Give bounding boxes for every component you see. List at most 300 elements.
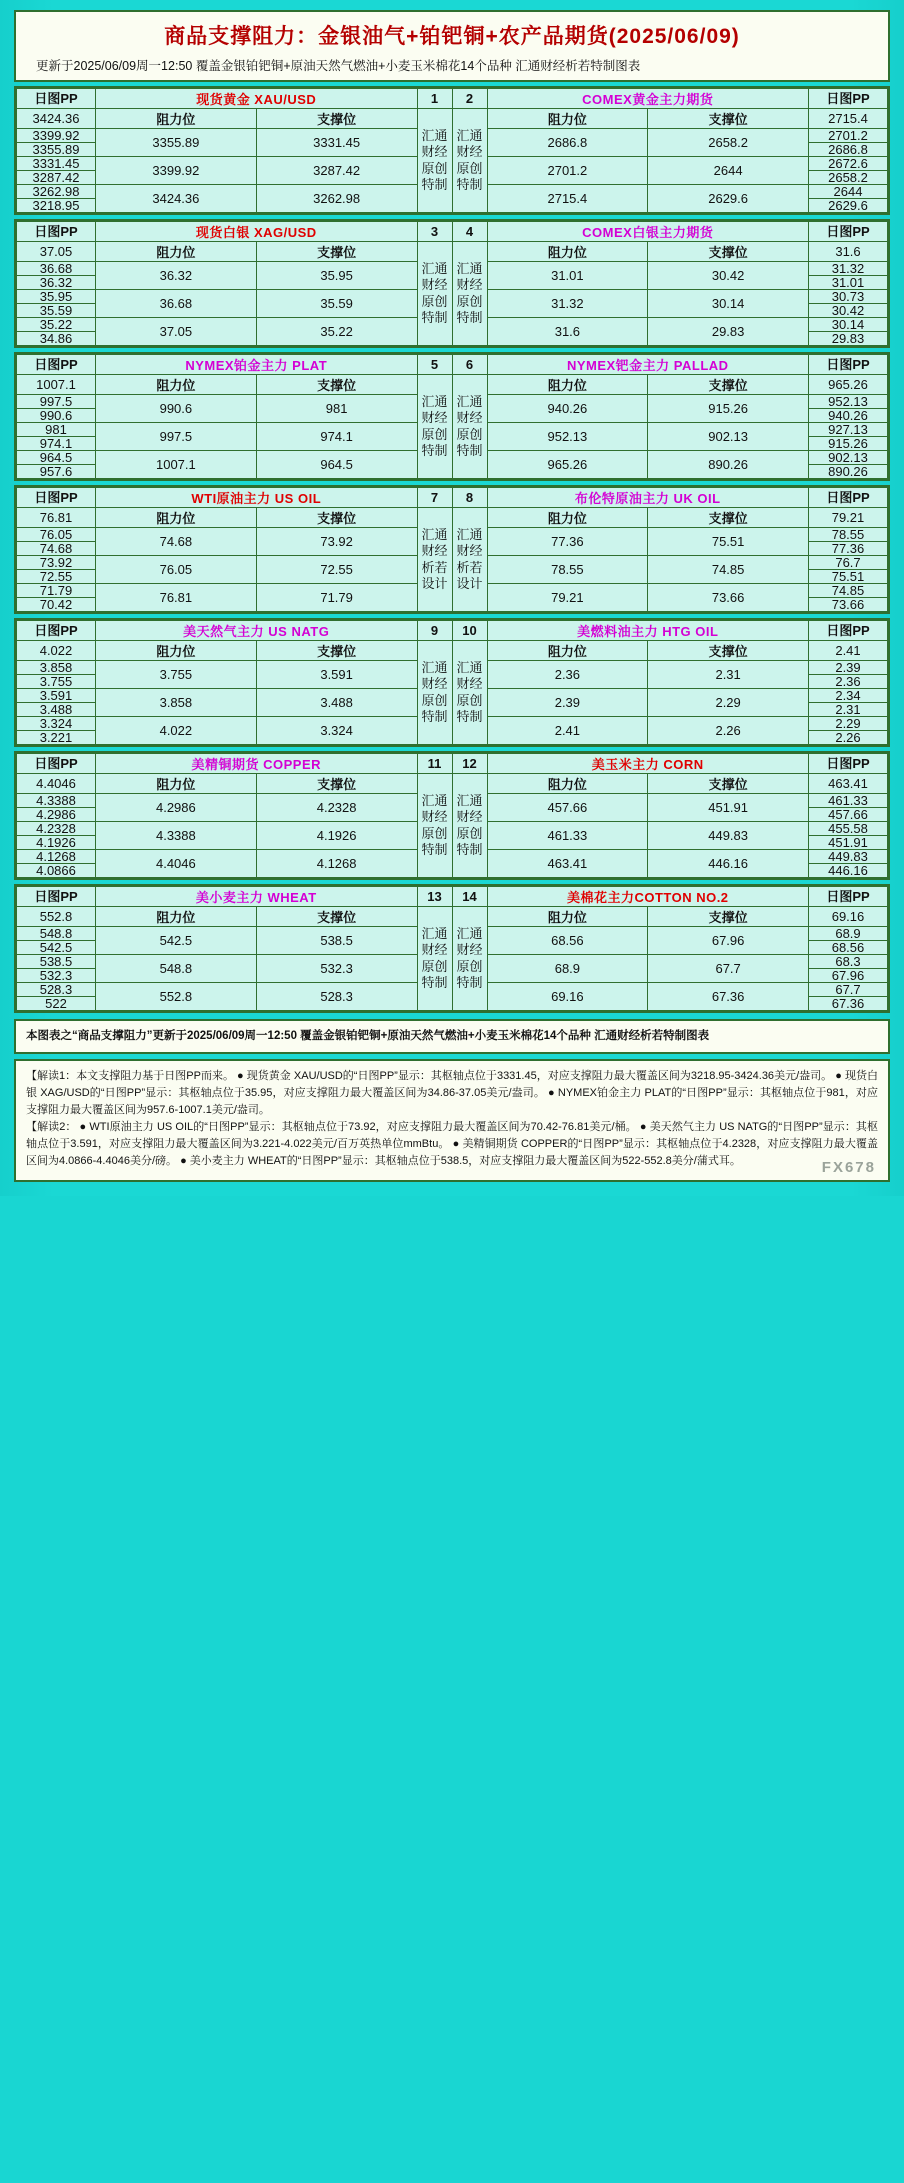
watermark-left	[417, 242, 452, 346]
pp-level-left: 538.5	[17, 955, 96, 969]
resistance-header-right: 阻力位	[487, 907, 648, 927]
pp-level-right: 29.83	[809, 332, 888, 346]
pp-value-right: 2.41	[809, 641, 888, 661]
resistance-value-right: 68.56	[487, 927, 648, 955]
watermark-line: 汇通财经	[421, 394, 448, 426]
pp-value-left: 3424.36	[17, 109, 96, 129]
support-value-left: 964.5	[256, 451, 417, 479]
pp-level-right: 2.36	[809, 675, 888, 689]
support-header-right: 支撑位	[648, 508, 809, 528]
table-row	[17, 641, 888, 661]
instrument-block	[14, 352, 890, 481]
notes-card	[14, 1059, 890, 1181]
pp-level-left: 3355.89	[17, 143, 96, 157]
pp-level-left: 3287.42	[17, 171, 96, 185]
watermark-line: 汇通财经	[421, 660, 448, 692]
table-row	[17, 109, 888, 129]
instrument-table	[16, 753, 888, 878]
pp-level-right: 2701.2	[809, 129, 888, 143]
pp-level-right: 2672.6	[809, 157, 888, 171]
watermark-right	[452, 242, 487, 346]
pp-level-right: 75.51	[809, 570, 888, 584]
support-header-left: 支撑位	[256, 774, 417, 794]
pp-level-right: 2.26	[809, 731, 888, 745]
resistance-value-left: 4.4046	[96, 850, 257, 878]
block-index-right: 4	[452, 222, 487, 242]
support-value-left: 3262.98	[256, 185, 417, 213]
support-value-left: 981	[256, 395, 417, 423]
pp-header-left: 日图PP	[17, 355, 96, 375]
pp-level-right: 446.16	[809, 864, 888, 878]
resistance-value-left: 3399.92	[96, 157, 257, 185]
support-value-right: 75.51	[648, 528, 809, 556]
pp-level-left: 34.86	[17, 332, 96, 346]
pp-value-left: 4.022	[17, 641, 96, 661]
table-row	[17, 242, 888, 262]
resistance-value-left: 3355.89	[96, 129, 257, 157]
page-subtitle: 更新于2025/06/09周一12:50 覆盖金银铂钯铜+原油天然气燃油+小麦玉米棉花14个品种 汇通财经析若特制图表	[36, 59, 641, 73]
title-card	[14, 10, 890, 82]
support-value-left: 35.59	[256, 290, 417, 318]
resistance-value-left: 76.81	[96, 584, 257, 612]
pp-level-right: 902.13	[809, 451, 888, 465]
support-value-right: 67.36	[648, 983, 809, 1011]
resistance-value-left: 4.3388	[96, 822, 257, 850]
instrument-name-left: 美精铜期货 COPPER	[96, 754, 418, 774]
watermark-right	[452, 641, 487, 745]
pp-level-left: 74.68	[17, 542, 96, 556]
pp-level-left: 532.3	[17, 969, 96, 983]
resistance-value-left: 542.5	[96, 927, 257, 955]
block-index-left: 13	[417, 887, 452, 907]
support-header-right: 支撑位	[648, 641, 809, 661]
block-index-right: 2	[452, 89, 487, 109]
support-value-right: 2.26	[648, 717, 809, 745]
resistance-value-right: 31.01	[487, 262, 648, 290]
resistance-header-left: 阻力位	[96, 641, 257, 661]
pp-level-right: 2.31	[809, 703, 888, 717]
resistance-value-left: 548.8	[96, 955, 257, 983]
pp-value-left: 552.8	[17, 907, 96, 927]
instrument-block	[14, 751, 890, 880]
watermark-line: 汇通财经	[421, 128, 448, 160]
resistance-value-right: 2701.2	[487, 157, 648, 185]
watermark-left	[417, 774, 452, 878]
resistance-value-right: 2686.8	[487, 129, 648, 157]
pp-level-left: 548.8	[17, 927, 96, 941]
table-row	[17, 907, 888, 927]
support-value-left: 974.1	[256, 423, 417, 451]
watermark-line: 汇通财经	[421, 527, 448, 559]
support-value-right: 30.42	[648, 262, 809, 290]
watermark-right	[452, 907, 487, 1011]
watermark-left	[417, 641, 452, 745]
instrument-block	[14, 884, 890, 1013]
support-value-left: 4.1268	[256, 850, 417, 878]
watermark-line: 汇通财经	[456, 926, 483, 958]
resistance-value-right: 79.21	[487, 584, 648, 612]
support-value-left: 72.55	[256, 556, 417, 584]
watermark-line: 原创特制	[421, 160, 448, 192]
support-value-right: 449.83	[648, 822, 809, 850]
page-title: 商品支撑阻力：金银油气+铂钯铜+农产品期货(2025/06/09)	[164, 25, 740, 48]
pp-value-left: 1007.1	[17, 375, 96, 395]
pp-level-left: 974.1	[17, 437, 96, 451]
pp-header-left: 日图PP	[17, 488, 96, 508]
block-index-left: 1	[417, 89, 452, 109]
pp-value-left: 76.81	[17, 508, 96, 528]
resistance-value-left: 74.68	[96, 528, 257, 556]
block-index-left: 11	[417, 754, 452, 774]
pp-header-right: 日图PP	[809, 754, 888, 774]
pp-level-right: 67.96	[809, 969, 888, 983]
resistance-value-left: 3.755	[96, 661, 257, 689]
support-header-right: 支撑位	[648, 774, 809, 794]
watermark-left	[417, 907, 452, 1011]
pp-level-left: 990.6	[17, 409, 96, 423]
pp-header-right: 日图PP	[809, 89, 888, 109]
watermark-line: 汇通财经	[421, 926, 448, 958]
pp-level-right: 77.36	[809, 542, 888, 556]
pp-level-left: 981	[17, 423, 96, 437]
pp-header-right: 日图PP	[809, 488, 888, 508]
pp-level-left: 76.05	[17, 528, 96, 542]
pp-level-right: 2644	[809, 185, 888, 199]
support-value-left: 3331.45	[256, 129, 417, 157]
pp-level-left: 528.3	[17, 983, 96, 997]
pp-level-right: 952.13	[809, 395, 888, 409]
pp-level-left: 4.3388	[17, 794, 96, 808]
resistance-value-right: 461.33	[487, 822, 648, 850]
pp-level-right: 2658.2	[809, 171, 888, 185]
pp-level-left: 542.5	[17, 941, 96, 955]
pp-header-left: 日图PP	[17, 754, 96, 774]
support-value-right: 915.26	[648, 395, 809, 423]
pp-header-right: 日图PP	[809, 621, 888, 641]
resistance-value-right: 78.55	[487, 556, 648, 584]
note-1: 【解读1：本文支撑阻力基于日图PP而来。 ● 现货黄金 XAU/USD的“日图PP”显示：其枢轴点位于3331.45，对应支撑阻力最大覆盖区间为3218.95-3424.36美元/盎司。 ● 现货白银 XAG/USD的“日图PP”显示：其枢轴点位于35.95，对应支撑阻力最大覆盖区间为34.86-37.05美元/盎司。 ● NYMEX铂金主力 PLAT的“日图PP”显示：其枢轴点位于981，对应支撑阻力最大覆盖区间为957.6-1007.1美元/盎司。	[26, 1070, 878, 1117]
block-index-right: 10	[452, 621, 487, 641]
instrument-table	[16, 88, 888, 213]
watermark-line: 析若设计	[421, 559, 448, 591]
support-value-left: 538.5	[256, 927, 417, 955]
pp-level-right: 2686.8	[809, 143, 888, 157]
pp-value-left: 4.4046	[17, 774, 96, 794]
pp-level-right: 74.85	[809, 584, 888, 598]
block-index-right: 12	[452, 754, 487, 774]
block-index-left: 9	[417, 621, 452, 641]
pp-level-right: 2629.6	[809, 199, 888, 213]
pp-header-right: 日图PP	[809, 887, 888, 907]
watermark-line: 析若设计	[456, 559, 483, 591]
pp-header-right: 日图PP	[809, 222, 888, 242]
resistance-value-left: 990.6	[96, 395, 257, 423]
instrument-name-left: NYMEX铂金主力 PLAT	[96, 355, 418, 375]
support-value-left: 4.2328	[256, 794, 417, 822]
resistance-header-left: 阻力位	[96, 907, 257, 927]
watermark-line: 汇通财经	[456, 660, 483, 692]
pp-level-right: 461.33	[809, 794, 888, 808]
pp-value-right: 463.41	[809, 774, 888, 794]
pp-level-left: 3.324	[17, 717, 96, 731]
pp-level-right: 68.9	[809, 927, 888, 941]
instrument-name-right: 美棉花主力COTTON NO.2	[487, 887, 809, 907]
support-value-left: 3287.42	[256, 157, 417, 185]
resistance-value-right: 2715.4	[487, 185, 648, 213]
resistance-value-left: 36.32	[96, 262, 257, 290]
footer-text: 本图表之“商品支撑阻力”更新于2025/06/09周一12:50 覆盖金银铂钯铜+原油天然气燃油+小麦玉米棉花14个品种 汇通财经析若特制图表	[26, 1030, 710, 1042]
pp-level-left: 3218.95	[17, 199, 96, 213]
pp-level-right: 30.42	[809, 304, 888, 318]
pp-level-left: 36.32	[17, 276, 96, 290]
support-value-left: 532.3	[256, 955, 417, 983]
support-value-right: 73.66	[648, 584, 809, 612]
pp-value-right: 2715.4	[809, 109, 888, 129]
watermark-left	[417, 109, 452, 213]
support-value-right: 67.7	[648, 955, 809, 983]
support-header-right: 支撑位	[648, 375, 809, 395]
pp-level-right: 30.73	[809, 290, 888, 304]
watermark-line: 汇通财经	[421, 793, 448, 825]
instrument-name-left: 美天然气主力 US NATG	[96, 621, 418, 641]
resistance-value-left: 3.858	[96, 689, 257, 717]
pp-level-left: 36.68	[17, 262, 96, 276]
pp-level-right: 76.7	[809, 556, 888, 570]
support-header-right: 支撑位	[648, 109, 809, 129]
resistance-value-left: 76.05	[96, 556, 257, 584]
resistance-header-right: 阻力位	[487, 508, 648, 528]
pp-level-left: 4.1268	[17, 850, 96, 864]
watermark-line: 原创特制	[456, 692, 483, 724]
blocks-container	[14, 86, 890, 1013]
pp-level-right: 449.83	[809, 850, 888, 864]
pp-level-left: 3.591	[17, 689, 96, 703]
block-index-right: 6	[452, 355, 487, 375]
pp-level-left: 73.92	[17, 556, 96, 570]
watermark-line: 原创特制	[421, 426, 448, 458]
pp-level-left: 997.5	[17, 395, 96, 409]
resistance-value-right: 2.39	[487, 689, 648, 717]
support-value-left: 4.1926	[256, 822, 417, 850]
support-header-left: 支撑位	[256, 508, 417, 528]
resistance-header-left: 阻力位	[96, 375, 257, 395]
support-value-right: 67.96	[648, 927, 809, 955]
support-value-right: 2.29	[648, 689, 809, 717]
resistance-value-left: 3424.36	[96, 185, 257, 213]
watermark-line: 汇通财经	[456, 128, 483, 160]
pp-value-right: 31.6	[809, 242, 888, 262]
support-value-right: 2.31	[648, 661, 809, 689]
support-value-right: 74.85	[648, 556, 809, 584]
support-value-left: 73.92	[256, 528, 417, 556]
pp-value-right: 69.16	[809, 907, 888, 927]
watermark-line: 原创特制	[421, 692, 448, 724]
resistance-value-right: 463.41	[487, 850, 648, 878]
table-row	[17, 621, 888, 641]
support-header-left: 支撑位	[256, 907, 417, 927]
pp-level-right: 457.66	[809, 808, 888, 822]
pp-level-left: 4.0866	[17, 864, 96, 878]
watermark-line: 汇通财经	[456, 261, 483, 293]
watermark-line: 原创特制	[421, 958, 448, 990]
table-row	[17, 754, 888, 774]
resistance-value-right: 2.36	[487, 661, 648, 689]
support-header-right: 支撑位	[648, 242, 809, 262]
pp-value-left: 37.05	[17, 242, 96, 262]
instrument-block	[14, 219, 890, 348]
support-value-left: 71.79	[256, 584, 417, 612]
pp-header-left: 日图PP	[17, 887, 96, 907]
resistance-value-right: 68.9	[487, 955, 648, 983]
pp-level-right: 31.01	[809, 276, 888, 290]
table-row	[17, 774, 888, 794]
instrument-table	[16, 487, 888, 612]
pp-level-left: 3.488	[17, 703, 96, 717]
block-index-right: 14	[452, 887, 487, 907]
resistance-value-right: 952.13	[487, 423, 648, 451]
instrument-block	[14, 618, 890, 747]
resistance-value-left: 1007.1	[96, 451, 257, 479]
pp-header-left: 日图PP	[17, 222, 96, 242]
pp-level-left: 71.79	[17, 584, 96, 598]
support-value-right: 451.91	[648, 794, 809, 822]
watermark-line: 原创特制	[421, 825, 448, 857]
support-value-right: 890.26	[648, 451, 809, 479]
support-value-right: 30.14	[648, 290, 809, 318]
watermark-right	[452, 109, 487, 213]
resistance-header-left: 阻力位	[96, 508, 257, 528]
support-value-left: 35.22	[256, 318, 417, 346]
pp-level-right: 68.56	[809, 941, 888, 955]
pp-value-right: 79.21	[809, 508, 888, 528]
resistance-value-right: 2.41	[487, 717, 648, 745]
resistance-header-right: 阻力位	[487, 641, 648, 661]
support-value-right: 446.16	[648, 850, 809, 878]
pp-header-left: 日图PP	[17, 89, 96, 109]
watermark-right	[452, 375, 487, 479]
support-value-left: 3.591	[256, 661, 417, 689]
resistance-header-left: 阻力位	[96, 242, 257, 262]
support-value-right: 29.83	[648, 318, 809, 346]
instrument-name-right: 美玉米主力 CORN	[487, 754, 809, 774]
watermark-line: 原创特制	[456, 825, 483, 857]
watermark-line: 原创特制	[421, 293, 448, 325]
pp-level-left: 72.55	[17, 570, 96, 584]
pp-header-left: 日图PP	[17, 621, 96, 641]
watermark-line: 原创特制	[456, 958, 483, 990]
instrument-name-right: COMEX黄金主力期货	[487, 89, 809, 109]
resistance-value-left: 4.022	[96, 717, 257, 745]
watermark-right	[452, 508, 487, 612]
support-value-right: 2658.2	[648, 129, 809, 157]
support-value-left: 3.488	[256, 689, 417, 717]
table-row	[17, 488, 888, 508]
resistance-header-left: 阻力位	[96, 109, 257, 129]
pp-level-left: 70.42	[17, 598, 96, 612]
resistance-value-right: 940.26	[487, 395, 648, 423]
pp-level-right: 2.29	[809, 717, 888, 731]
pp-level-right: 2.34	[809, 689, 888, 703]
pp-level-left: 3331.45	[17, 157, 96, 171]
instrument-name-left: 美小麦主力 WHEAT	[96, 887, 418, 907]
pp-level-right: 68.3	[809, 955, 888, 969]
pp-level-left: 964.5	[17, 451, 96, 465]
pp-level-left: 35.95	[17, 290, 96, 304]
pp-level-right: 927.13	[809, 423, 888, 437]
watermark-line: 原创特制	[456, 426, 483, 458]
pp-level-left: 3262.98	[17, 185, 96, 199]
resistance-value-left: 36.68	[96, 290, 257, 318]
watermark-line: 汇通财经	[456, 527, 483, 559]
instrument-table	[16, 221, 888, 346]
table-row	[17, 887, 888, 907]
table-row	[17, 355, 888, 375]
instrument-name-left: WTI原油主力 US OIL	[96, 488, 418, 508]
pp-level-right: 78.55	[809, 528, 888, 542]
pp-level-right: 31.32	[809, 262, 888, 276]
pp-level-left: 35.22	[17, 318, 96, 332]
resistance-header-right: 阻力位	[487, 774, 648, 794]
resistance-value-right: 69.16	[487, 983, 648, 1011]
support-header-left: 支撑位	[256, 641, 417, 661]
table-row	[17, 508, 888, 528]
instrument-name-right: 布伦特原油主力 UK OIL	[487, 488, 809, 508]
block-index-left: 7	[417, 488, 452, 508]
instrument-table	[16, 354, 888, 479]
support-value-right: 2644	[648, 157, 809, 185]
watermark-left	[417, 375, 452, 479]
pp-level-left: 3.755	[17, 675, 96, 689]
pp-header-right: 日图PP	[809, 355, 888, 375]
instrument-name-left: 现货白银 XAG/USD	[96, 222, 418, 242]
resistance-value-left: 4.2986	[96, 794, 257, 822]
resistance-value-right: 457.66	[487, 794, 648, 822]
watermark-line: 汇通财经	[456, 394, 483, 426]
pp-level-right: 455.58	[809, 822, 888, 836]
watermark-line: 原创特制	[456, 293, 483, 325]
pp-level-right: 915.26	[809, 437, 888, 451]
resistance-header-right: 阻力位	[487, 109, 648, 129]
block-index-left: 5	[417, 355, 452, 375]
pp-level-right: 73.66	[809, 598, 888, 612]
pp-level-right: 67.36	[809, 997, 888, 1011]
table-row	[17, 89, 888, 109]
table-row	[17, 222, 888, 242]
support-header-left: 支撑位	[256, 109, 417, 129]
instrument-name-right: COMEX白银主力期货	[487, 222, 809, 242]
table-row	[17, 375, 888, 395]
instrument-name-left: 现货黄金 XAU/USD	[96, 89, 418, 109]
pp-level-right: 67.7	[809, 983, 888, 997]
resistance-value-right: 31.32	[487, 290, 648, 318]
instrument-table	[16, 886, 888, 1011]
support-value-right: 902.13	[648, 423, 809, 451]
resistance-value-left: 552.8	[96, 983, 257, 1011]
support-value-left: 35.95	[256, 262, 417, 290]
resistance-value-right: 31.6	[487, 318, 648, 346]
watermark-line: 汇通财经	[456, 793, 483, 825]
resistance-value-left: 997.5	[96, 423, 257, 451]
resistance-header-right: 阻力位	[487, 242, 648, 262]
support-header-left: 支撑位	[256, 242, 417, 262]
pp-level-right: 940.26	[809, 409, 888, 423]
pp-level-right: 451.91	[809, 836, 888, 850]
pp-level-left: 4.1926	[17, 836, 96, 850]
instrument-name-right: NYMEX钯金主力 PALLAD	[487, 355, 809, 375]
block-index-left: 3	[417, 222, 452, 242]
pp-level-left: 4.2986	[17, 808, 96, 822]
support-value-right: 2629.6	[648, 185, 809, 213]
